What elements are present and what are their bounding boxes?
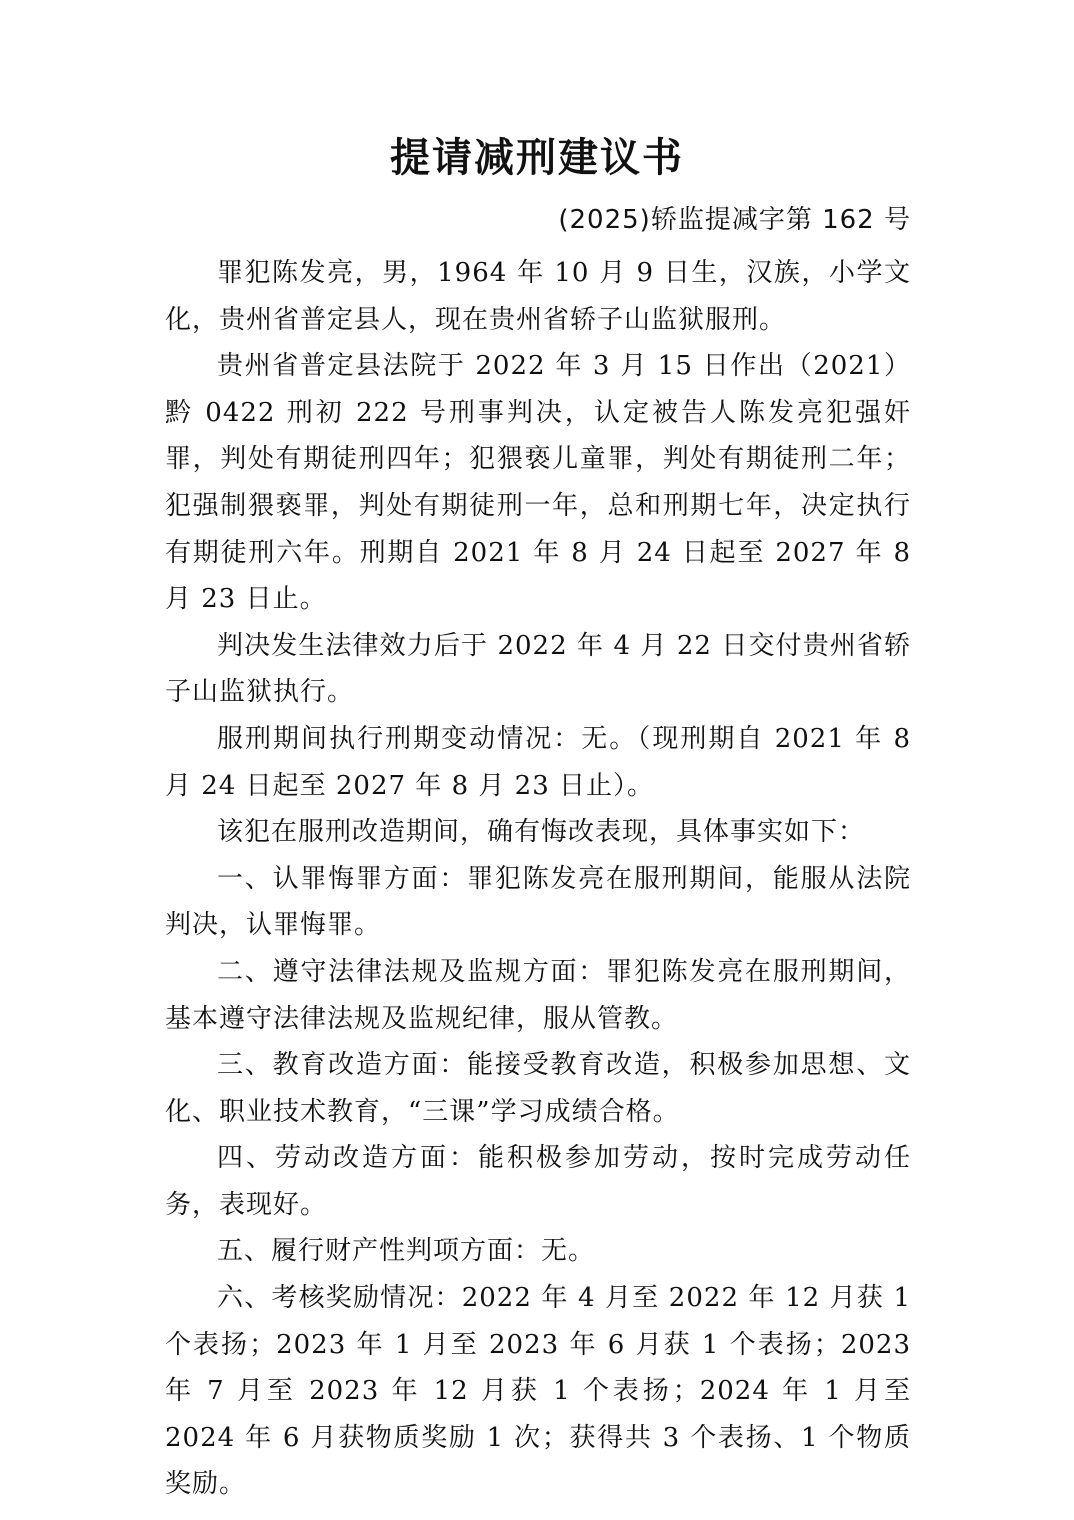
document-body <box>165 250 911 1508</box>
paragraph-basic-info: 罪犯陈发亮，男，1964 年 10 月 9 日生，汉族，小学文化，贵州省普定县人，现在贵州省轿子山监狱服刑。 <box>165 258 911 335</box>
paragraph-confession: 一、认罪悔罪方面：罪犯陈发亮在服刑期间，能服从法院判决，认罪悔罪。 <box>165 863 911 941</box>
paragraph-compliance: 二、遵守法律法规及监规方面：罪犯陈发亮在服刑期间，基本遵守法律法规及监规纪律，服从管教。 <box>165 956 911 1034</box>
paragraph-labor: 四、劳动改造方面：能积极参加劳动，按时完成劳动任务，表现好。 <box>165 1143 911 1220</box>
paragraph-delivery: 判决发生法律效力后于 2022 年 4 月 22 日交付贵州省轿子山监狱执行。 <box>165 630 911 708</box>
paragraph-term-change: 服刑期间执行刑期变动情况：无。（现刑期自 2021 年 8 月 24 日起至 2027 年 8 月 23 日止）。 <box>165 723 911 801</box>
document-number: (2025)轿监提减字第 162 号 <box>558 205 911 235</box>
paragraph-property: 五、履行财产性判项方面：无。 <box>217 1236 596 1267</box>
document-title: 提请减刑建议书 <box>390 134 684 181</box>
paragraph-education: 三、教育改造方面：能接受教育改造，积极参加思想、文化、职业技术教育，“三课”学习成绩合格。 <box>165 1050 911 1127</box>
paragraph-repentance-intro: 该犯在服刑改造期间，确有悔改表现，具体事实如下： <box>217 817 866 848</box>
paragraph-judgment: 贵州省普定县法院于 2022 年 3 月 15 日作出（2021）黔 0422 刑初 222 号刑事判决，认定被告人陈发亮犯强奸罪，判处有期徒刑四年；犯猥亵儿童罪，判处有期徒刑二年；犯强制猥亵罪，判处有期徒刑一年，总和刑期七年，决定执行有期徒刑六年。刑期自 2021 年 8 月 24 日起至 2027 年 8 月 23 日止。 <box>165 351 911 615</box>
paragraph-rewards: 六、考核奖励情况：2022 年 4 月至 2022 年 12 月获 1 个表扬；2023 年 1 月至 2023 年 6 月获 1 个表扬；2023 年 7 月至 2023 年 12 月获 1 个表扬；2024 年 1 月至 2024 年 6 月获物质奖励 1 次；获得共 3 个表扬、1 个物质奖励。 <box>165 1283 911 1500</box>
